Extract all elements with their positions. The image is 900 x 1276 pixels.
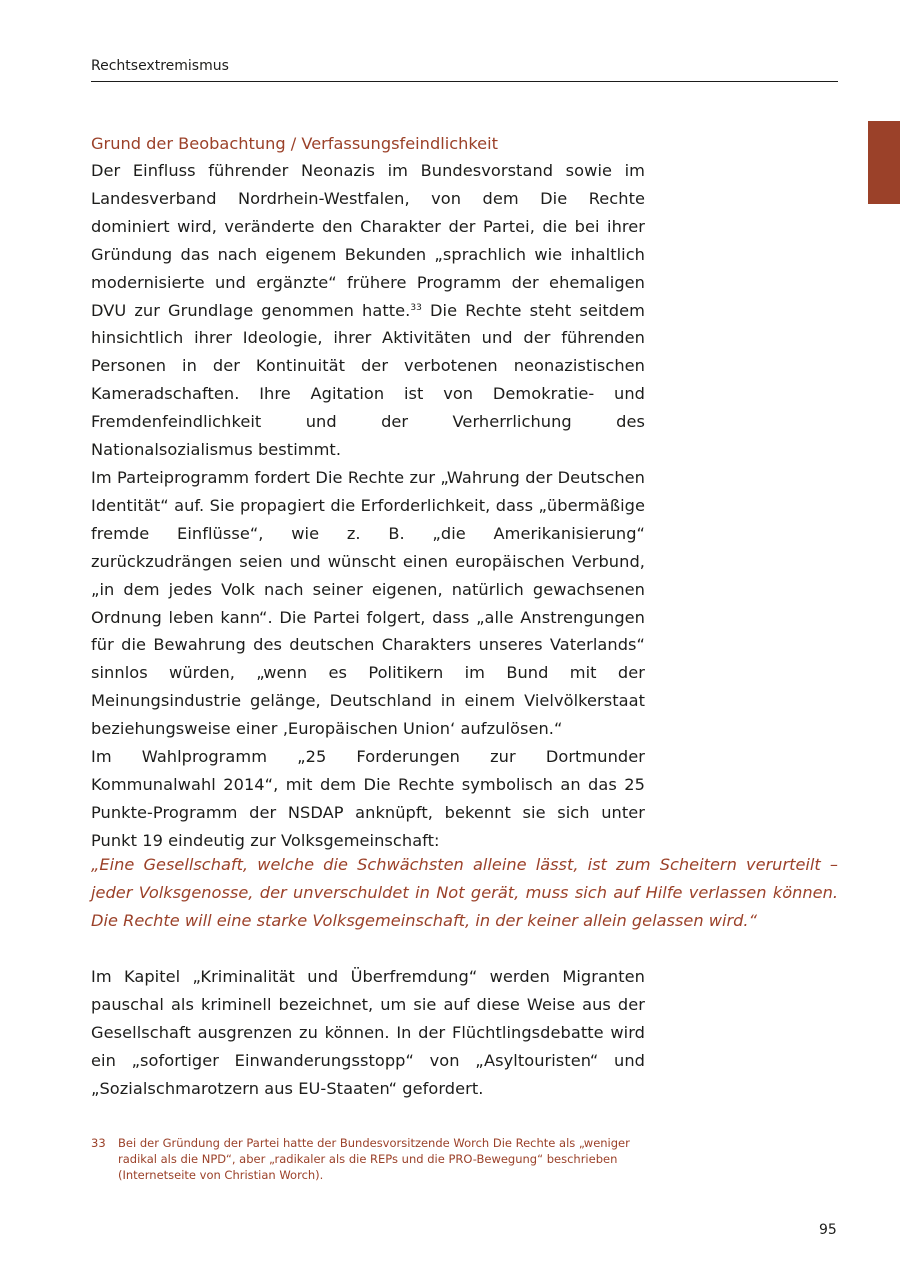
page-number: 95 [819,1222,837,1238]
body-text-upper [91,157,645,855]
section-title: Grund der Beobachtung / Verfassungsfeindlichkeit [91,134,498,153]
paragraph-1-part-b: Die Rechte steht seitdem hinsichtlich ihrer Ideologie, ihrer Aktivitäten und der führenden Personen in der Kontinuität der verbotenen neonazistischen Kameradschaften. Ihre Agitation ist von Demokratie- und Fremdenfeindlichkeit und der Verherrlichung des Nationalsozialismus bestimmt. [91,300,645,460]
paragraph-1-part-a: Der Einfluss führender Neonazis im Bundesvorstand sowie im Landesverband Nordrhein-Westfalen, von dem Die Rechte dominiert wird, veränderte den Charakter der Partei, die bei ihrer Gründung das nach eigenem Bekunden „sprachlich wie inhaltlich modernisierte und ergänzte“ frühere Programm der ehemaligen DVU zur Grundlage genommen hatte. [91,161,645,320]
footnote-text: Bei der Gründung der Partei hatte der Bundesvorsitzende Worch Die Rechte als „weniger radikal als die NPD“, aber „radikaler als die REPs und die PRO-Bewegung“ beschrieben (Internetseite von Christian Worch). [118,1136,630,1183]
footnote [91,1135,645,1184]
footnote-reference[interactable]: 33 [410,302,422,313]
block-quote: „Eine Gesellschaft, welche die Schwächsten alleine lässt, ist zum Scheitern verurteilt – jeder Volksgenosse, der unverschuldet in Not gerät, muss sich auf Hilfe verlassen können. Die Rechte will eine starke Volksgemeinschaft, in der keiner allein gelassen wird.“ [91,855,838,930]
running-head: Rechtsextremismus [91,58,229,74]
paragraph-2: Im Parteiprogramm fordert Die Rechte zur „Wahrung der Deutschen Identität“ auf. Sie propagiert die Erforderlichkeit, dass „übermäßige fremde Einflüsse“, wie z. B. „die Amerikanisierung“ zurückzudrängen seien und wünscht einen europäischen Verbund, „in dem jedes Volk nach seiner eigenen, natürlich gewachsenen Ordnung leben kann“. Die Partei folgert, dass „alle Anstrengungen für die Bewahrung des deutschen Charakters unseres Vaterlands“ sinnlos würden, „wenn es Politikern im Bund mit der Meinungsindustrie gelänge, Deutschland in einem Vielvölkerstaat beziehungsweise einer ‚Europäischen Union‘ aufzulösen.“ [91,467,645,739]
paragraph-1 [91,157,645,464]
footnote-number: 33 [91,1136,106,1150]
paragraph-4: Im Kapitel „Kriminalität und Überfremdung“ werden Migranten pauschal als kriminell bezeichnet, um sie auf diese Weise aus der Gesellschaft ausgrenzen zu können. In der Flüchtlingsdebatte wird ein „sofortiger Einwanderungsstopp“ von „Asyltouristen“ und „Sozialschmarotzern aus EU-Staaten“ gefordert. [91,967,645,1098]
body-text-lower [91,963,645,1103]
chapter-side-tab [868,121,900,204]
header-rule [91,81,838,82]
paragraph-3: Im Wahlprogramm „25 Forderungen zur Dortmunder Kommunalwahl 2014“, mit dem Die Rechte symbolisch an das 25 Punkte-Programm der NSDAP anknüpft, bekennt sie sich unter Punkt 19 eindeutig zur Volksgemeinschaft: [91,747,645,850]
